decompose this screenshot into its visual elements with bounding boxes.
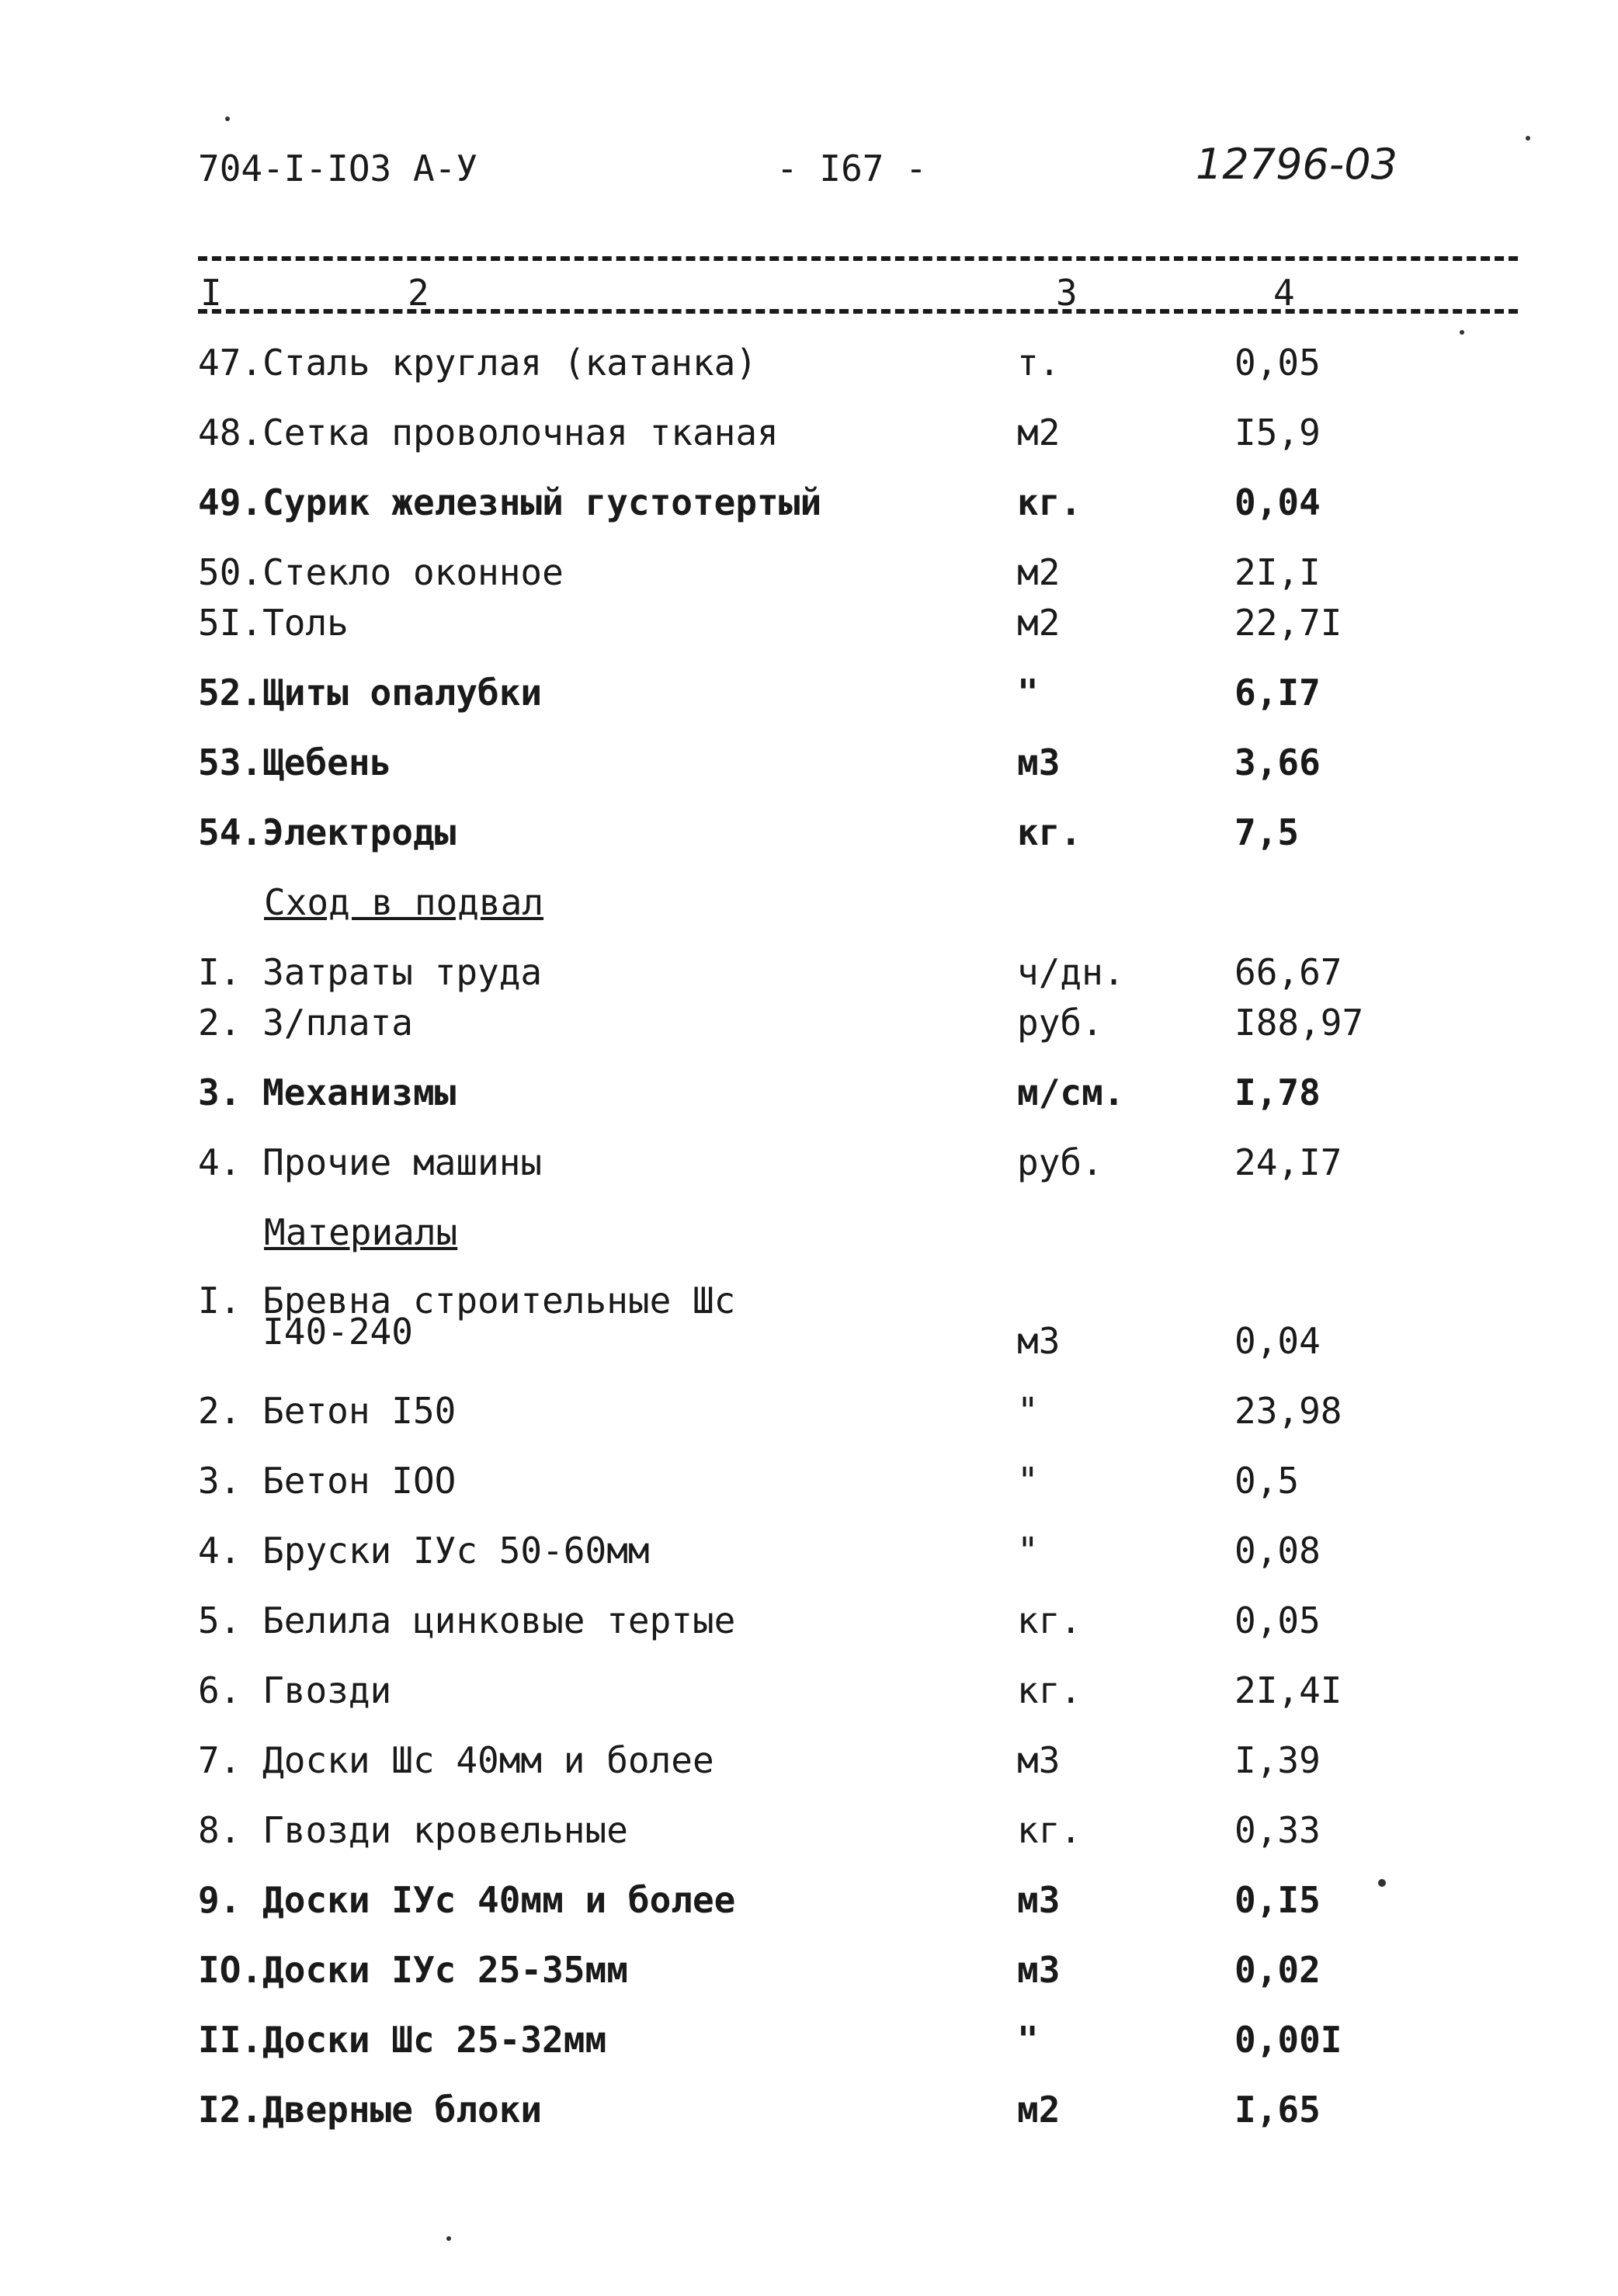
item-name: I. Бревна строительные Шс I40-240 [198,1280,736,1353]
item-unit: кг. [1017,1809,1082,1851]
scan-speck [225,116,230,121]
item-unit: м3 [1017,742,1061,783]
header-rule-bottom [198,309,1518,314]
item-unit: кг. [1017,811,1082,853]
table-row [0,1669,1618,1724]
item-unit: м2 [1017,551,1061,593]
item-qty: 0,00I [1234,2019,1342,2061]
item-name: 4. Бруски IУс 50-60мм [198,1530,650,1572]
table-row [0,811,1618,866]
table-row [0,1390,1618,1444]
item-name: 47.Сталь круглая (катанка) [198,342,758,384]
table-row [0,2089,1618,2143]
table-row [0,1739,1618,1794]
item-qty: 0,04 [1234,481,1321,523]
table-row [0,1879,1618,1933]
item-name: 48.Сетка проволочная тканая [198,412,779,453]
item-qty: 7,5 [1234,811,1300,853]
table-row [0,1460,1618,1514]
table-row [0,481,1618,536]
item-name: 53.Щебень [198,742,392,783]
item-unit: кг. [1017,1600,1082,1641]
item-unit: " [1017,1530,1039,1572]
item-qty: 0,5 [1234,1460,1300,1502]
column-number-1: I [200,272,222,314]
item-unit: м3 [1017,1949,1061,1991]
item-qty: 0,04 [1234,1320,1321,1362]
item-unit: кг. [1017,481,1082,523]
header-rule-top [198,256,1518,261]
table-row [0,2019,1618,2073]
table-row [0,1280,1618,1370]
scan-speck [1460,330,1464,335]
item-unit: т. [1017,342,1061,384]
item-unit: м2 [1017,602,1061,644]
table-row [0,551,1618,606]
item-unit: м3 [1017,1879,1061,1921]
item-qty: 0,I5 [1234,1879,1321,1921]
item-qty: 0,05 [1234,1600,1321,1641]
item-unit: руб. [1017,1002,1103,1044]
item-qty: 0,33 [1234,1809,1321,1851]
table-row [0,742,1618,796]
table-row [0,1530,1618,1584]
item-qty: 24,I7 [1234,1141,1342,1183]
item-name: 3. Бетон IOO [198,1460,457,1502]
item-unit: м2 [1017,2089,1061,2131]
item-name: 5I.Толь [198,602,349,644]
item-qty: 22,7I [1234,602,1342,644]
item-qty: 2I,4I [1234,1669,1342,1711]
item-name: 9. Доски IУс 40мм и более [198,1879,736,1921]
table-row [0,951,1618,1006]
item-name: 2. З/плата [198,1002,413,1044]
scan-speck [446,2236,451,2241]
item-unit: м3 [1017,1320,1061,1362]
item-qty: 6,I7 [1234,672,1321,714]
sheet-code: 12796-03 [1196,140,1398,189]
item-unit: руб. [1017,1141,1103,1183]
item-name: 6. Гвозди [198,1669,392,1711]
item-name: 5. Белила цинковые тертые [198,1600,736,1641]
item-qty: I5,9 [1234,412,1321,453]
column-number-2: 2 [408,272,429,314]
section-title: Сход в подвал [264,881,544,923]
table-row [0,1141,1618,1196]
item-name: 4. Прочие машины [198,1141,543,1183]
item-qty: I,65 [1234,2089,1321,2131]
item-name: 52.Щиты опалубки [198,672,543,714]
table-row [0,1949,1618,2003]
item-qty: 66,67 [1234,951,1342,993]
item-name: 8. Гвозди кровельные [198,1809,628,1851]
item-unit: " [1017,1390,1039,1432]
item-unit: " [1017,672,1039,714]
table-row [0,412,1618,466]
table-row [0,1809,1618,1864]
scan-speck [1378,1879,1386,1887]
item-unit: кг. [1017,1669,1082,1711]
item-name: I. Затраты труда [198,951,543,993]
item-name: 49.Сурик железный густотертый [198,481,822,523]
item-unit: м3 [1017,1739,1061,1781]
item-qty: 2I,I [1234,551,1321,593]
item-name: 7. Доски Шс 40мм и более [198,1739,714,1781]
item-name: 50.Стекло оконное [198,551,564,593]
item-qty: I88,97 [1234,1002,1364,1044]
item-unit: м2 [1017,412,1061,453]
page-number: - I67 - [776,148,927,189]
scan-speck [1526,136,1530,141]
column-number-4: 4 [1273,272,1295,314]
item-unit: " [1017,2019,1039,2061]
item-name: I2.Дверные блоки [198,2089,543,2131]
column-number-3: 3 [1056,272,1078,314]
item-qty: I,39 [1234,1739,1321,1781]
table-row [0,342,1618,396]
item-qty: 23,98 [1234,1390,1342,1432]
item-name: II.Доски Шс 25-32мм [198,2019,607,2061]
item-qty: 0,05 [1234,342,1321,384]
materials-title: Материалы [264,1211,458,1253]
item-qty: 0,02 [1234,1949,1321,1991]
item-name: IO.Доски IУс 25-35мм [198,1949,628,1991]
table-row [0,1002,1618,1056]
item-unit: м/см. [1017,1072,1125,1113]
table-row [0,602,1618,656]
item-qty: I,78 [1234,1072,1321,1113]
item-qty: 3,66 [1234,742,1321,783]
item-name: 54.Электроды [198,811,457,853]
item-unit: ч/дн. [1017,951,1125,993]
table-row [0,1600,1618,1654]
item-unit: " [1017,1460,1039,1502]
doc-code: 704-I-IO3 А-У [198,148,478,189]
table-row [0,672,1618,726]
item-name: 3. Механизмы [198,1072,457,1113]
table-row [0,1072,1618,1126]
item-qty: 0,08 [1234,1530,1321,1572]
item-name: 2. Бетон I50 [198,1390,457,1432]
